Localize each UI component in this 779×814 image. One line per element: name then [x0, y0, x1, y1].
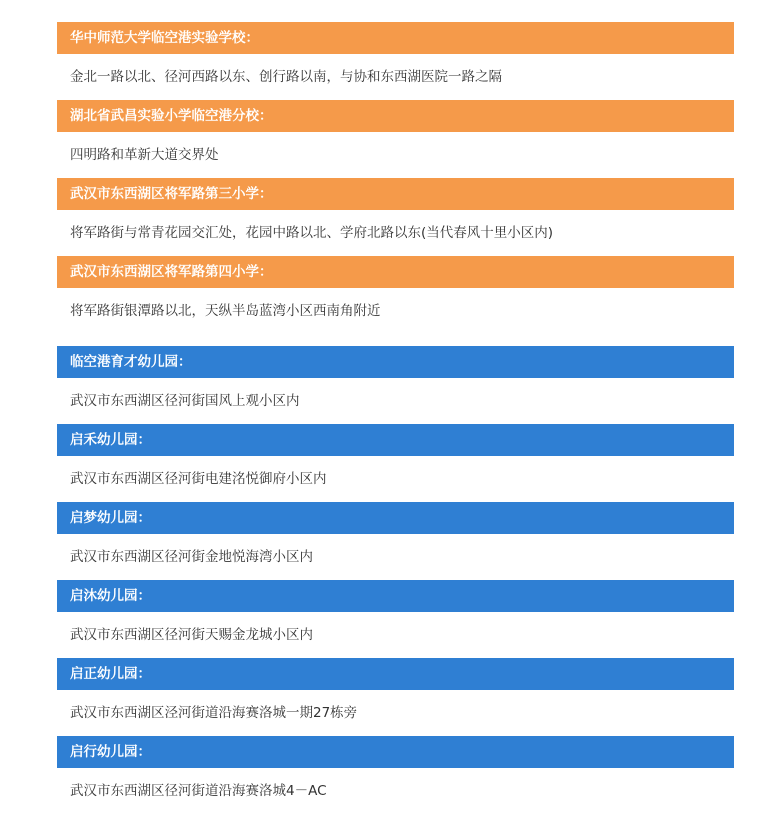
school-name-header: 华中师范大学临空港实验学校：: [57, 22, 734, 54]
school-entry: [57, 256, 734, 334]
school-entry: [57, 100, 734, 178]
school-name-header: 湖北省武昌实验小学临空港分校：: [57, 100, 734, 132]
school-name-header: 武汉市东西湖区将军路第三小学：: [57, 178, 734, 210]
kindergarten-entry: [57, 658, 734, 736]
kindergarten-name-header: 启正幼儿园：: [57, 658, 734, 690]
kindergarten-address: 武汉市东西湖区径河街道沿海赛洛城4－AC: [70, 783, 327, 799]
kindergarten-address: 武汉市东西湖区径河街天赐金龙城小区内: [70, 627, 313, 643]
school-list: [57, 22, 734, 814]
kindergarten-name-header: 启沐幼儿园：: [57, 580, 734, 612]
kindergarten-name-header: 临空港育才幼儿园：: [57, 346, 734, 378]
kindergarten-entry: [57, 424, 734, 502]
school-entry: [57, 178, 734, 256]
kindergarten-entry: [57, 346, 734, 424]
kindergarten-entry: [57, 502, 734, 580]
school-address: 将军路街与常青花园交汇处，花园中路以北、学府北路以东(当代春风十里小区内): [70, 225, 554, 241]
school-entry: [57, 22, 734, 100]
school-name-header: 武汉市东西湖区将军路第四小学：: [57, 256, 734, 288]
kindergarten-address: 武汉市东西湖区泾河街道沿海赛洛城一期27栋旁: [70, 705, 358, 721]
kindergarten-address: 武汉市东西湖区径河街金地悦海湾小区内: [70, 549, 313, 565]
kindergarten-name-header: 启梦幼儿园：: [57, 502, 734, 534]
school-address: 将军路街银潭路以北，天纵半岛蓝湾小区西南角附近: [70, 303, 381, 319]
kindergarten-address: 武汉市东西湖区径河街国风上观小区内: [70, 393, 300, 409]
school-address: 四明路和革新大道交界处: [70, 147, 219, 163]
school-address: 金北一路以北、径河西路以东、创行路以南，与协和东西湖医院一路之隔: [70, 69, 502, 85]
kindergarten-address: 武汉市东西湖区径河街电建洺悦御府小区内: [70, 471, 327, 487]
kindergarten-name-header: 启禾幼儿园：: [57, 424, 734, 456]
group-spacer: [57, 334, 734, 346]
kindergarten-name-header: 启行幼儿园：: [57, 736, 734, 768]
kindergarten-entry: [57, 580, 734, 658]
kindergarten-entry: [57, 736, 734, 814]
